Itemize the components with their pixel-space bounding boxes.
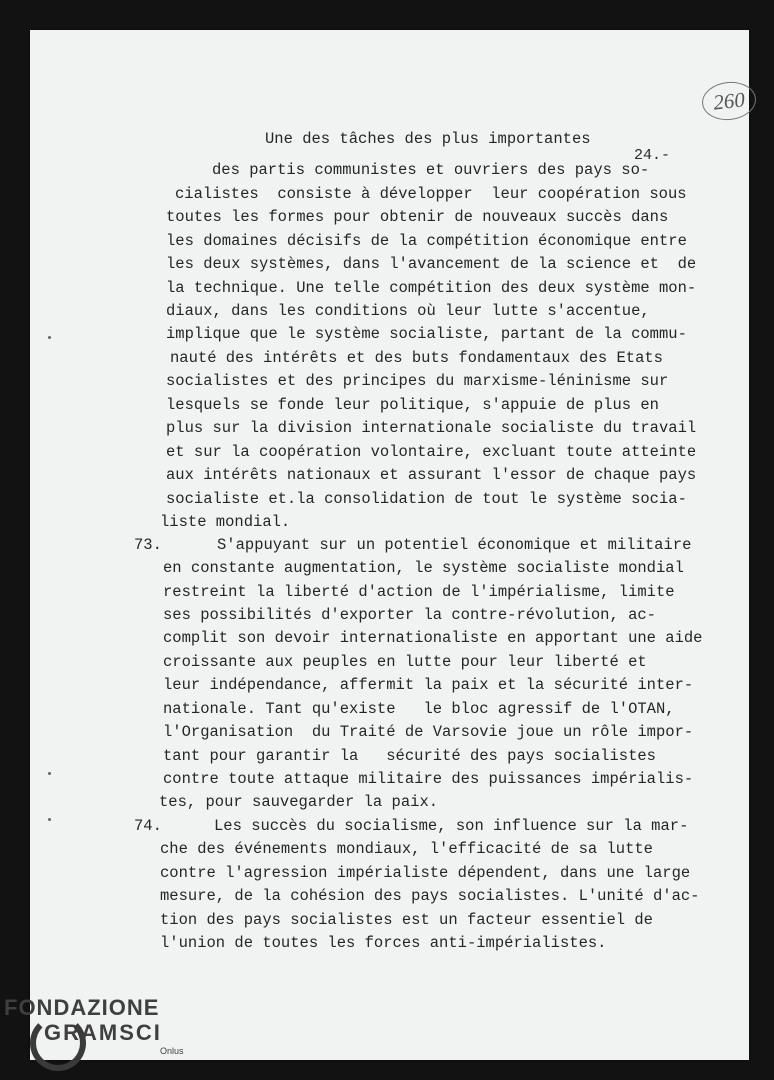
text-line: che des événements mondiaux, l'efficacité de sa lutte [160,840,653,858]
text-line: des partis communistes et ouvriers des pays so- [212,161,650,179]
text-line: leur indépendance, affermit la paix et la sécurité inter- [163,676,694,694]
margin-dot [48,336,51,339]
heading: Une des tâches des plus importantes [265,130,591,148]
text-line: Les succès du socialisme, son influence sur la mar- [214,817,689,835]
text-line: mesure, de la cohésion des pays socialistes. L'unité d'ac- [160,887,700,905]
watermark-line1: FONDAZIONE [4,995,160,1020]
text-line: complit son devoir internationaliste en apportant une aide [163,629,703,647]
text-line: tant pour garantir la sécurité des pays socialistes [163,747,656,765]
text-line: implique que le système socialiste, partant de la commu- [166,325,687,343]
text-line: l'union de toutes les forces anti-impérialistes. [160,934,607,952]
watermark-logo-icon [30,1015,86,1071]
text-line: lesquels se fonde leur politique, s'appuie de plus en [166,396,659,414]
text-line: l'Organisation du Traité de Varsovie joue un rôle impor- [163,723,694,741]
text-line: restreint la liberté d'action de l'impérialisme, limite [163,583,675,601]
watermark-line3: Onlus [160,1046,184,1056]
text-line: les domaines décisifs de la compétition économique entre [166,232,687,250]
text-line: liste mondial. [160,513,291,531]
text-line: nationale. Tant qu'existe le bloc agressif de l'OTAN, [163,700,675,718]
archive-watermark [4,995,184,1057]
margin-dot [48,772,51,775]
text-line: en constante augmentation, le système socialiste mondial [163,559,684,577]
text-line: croissante aux peuples en lutte pour leur liberté et [163,653,647,671]
text-line: S'appuyant sur un potentiel économique et militaire [217,536,692,554]
text-line: plus sur la division internationale socialiste du travail [166,419,697,437]
text-line: socialistes et des principes du marxisme-léninisme sur [166,372,669,390]
paragraph-number: 73. [134,536,162,554]
archive-page-number: 260 [712,86,746,115]
text-line: socialiste et.la consolidation de tout le système socia- [166,490,687,508]
page-number: 24.- [634,147,671,164]
text-line: tes, pour sauvegarder la paix. [159,793,439,811]
margin-dot [48,818,51,821]
text-line: tion des pays socialistes est un facteur essentiel de [160,911,653,929]
text-line: diaux, dans les conditions où leur lutte s'accentue, [166,302,650,320]
text-line: contre toute attaque militaire des puissances impérialis- [163,770,694,788]
text-line: nauté des intérêts et des buts fondamentaux des Etats [170,349,663,367]
text-line: cialistes consiste à développer leur coopération sous [175,185,687,203]
paragraph-number: 74. [134,817,162,835]
text-line: les deux systèmes, dans l'avancement de la science et de [166,255,697,273]
text-line: la technique. Une telle compétition des deux système mon- [166,279,697,297]
archive-page-stamp [700,79,758,122]
text-line: contre l'agression impérialiste dépendent, dans une large [160,864,691,882]
text-line: toutes les formes pour obtenir de nouveaux succès dans [166,208,669,226]
text-line: ses possibilités d'exporter la contre-révolution, ac- [163,606,656,624]
watermark-line2: GRAMSCI [44,1020,162,1045]
text-line: aux intérêts nationaux et assurant l'essor de chaque pays [166,466,697,484]
text-line: et sur la coopération volontaire, excluant toute atteinte [166,443,697,461]
